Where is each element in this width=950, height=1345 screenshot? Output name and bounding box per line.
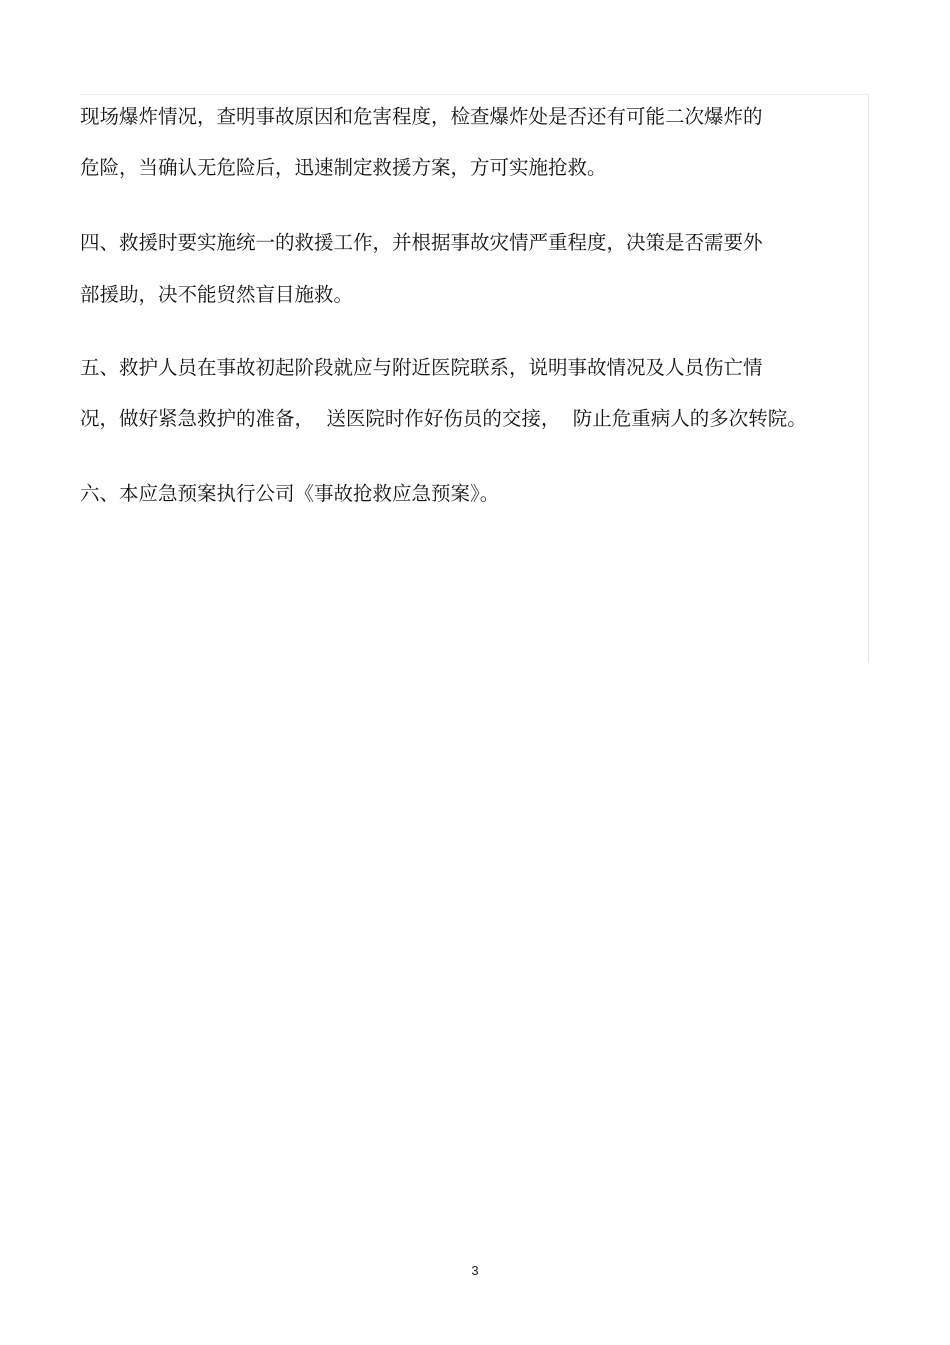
paragraph-line: 现场爆炸情况，查明事故原因和危害程度，检查爆炸处是否还有可能二次爆炸的 <box>80 105 763 128</box>
paragraph-line: 六、本应急预案执行公司《事故抢救应急预案》。 <box>80 482 500 505</box>
paragraph-line: 危险，当确认无危险后，迅速制定救援方案，方可实施抢救。 <box>80 156 607 179</box>
page-frame-right-border <box>868 94 869 663</box>
page-number: 3 <box>471 1263 479 1278</box>
paragraph-line: 五、救护人员在事故初起阶段就应与附近医院联系，说明事故情况及人员伤亡情 <box>80 356 763 379</box>
paragraph-line: 四、救援时要实施统一的救援工作，并根据事故灾情严重程度，决策是否需要外 <box>80 231 763 254</box>
paragraph-line: 部援助，决不能贸然盲目施救。 <box>80 283 354 306</box>
page-frame-top-border <box>80 94 869 95</box>
paragraph-line: 况，做好紧急救护的准备， 送医院时作好伤员的交接， 防止危重病人的多次转院。 <box>80 407 807 430</box>
